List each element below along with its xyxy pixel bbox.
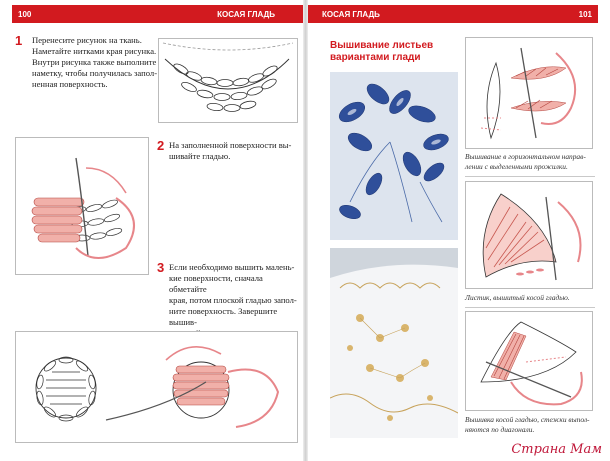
step-1-line: Перенесите рисунок на ткань.	[32, 35, 142, 45]
horizontal-leaf-diagram	[466, 38, 592, 148]
diagonal-leaf-illustration	[465, 311, 593, 411]
step-1-line: Наметайте нитками края рисунка.	[32, 46, 157, 56]
step-3-text	[169, 262, 299, 339]
step-1-line: Внутри рисунка также выполните	[32, 57, 157, 67]
right-page-number: 101	[578, 9, 592, 19]
step-2-text	[169, 140, 299, 162]
caption-3-line: Вышивка косой гладью, стежки выпол-	[465, 415, 590, 424]
step-3-line: Если необходимо вышить малень-	[169, 262, 295, 272]
slanted-leaf-illustration	[465, 181, 593, 289]
small-shapes-illustration	[15, 331, 298, 443]
subtitle-line: Вышивание листьев	[330, 40, 434, 51]
horizontal-leaf-illustration	[465, 37, 593, 149]
napkin-embroidery-photo	[330, 248, 458, 438]
step-3-line: кие поверхности, сначала обметайте	[169, 273, 263, 294]
caption-separator	[465, 176, 595, 177]
napkin-embroidery-image	[330, 248, 458, 438]
right-section-title: КОСАЯ ГЛАДЬ	[322, 9, 380, 19]
step-1-text	[32, 35, 162, 90]
caption-3-line: няются по диагонали.	[465, 425, 535, 434]
blue-embroidery-photo	[330, 72, 458, 240]
step-1-line: наметку, чтобы получилась запол-	[32, 68, 158, 78]
watermark: Страна Мам	[511, 442, 602, 457]
left-section-title: КОСАЯ ГЛАДЬ	[217, 9, 275, 19]
slanted-leaf-diagram	[466, 182, 592, 288]
diagonal-leaf-diagram	[466, 312, 592, 410]
right-subtitle	[330, 40, 460, 64]
blue-embroidery-image	[330, 72, 458, 240]
caption-separator	[465, 307, 595, 308]
step-3-number: 3	[157, 260, 165, 275]
caption-1	[465, 152, 597, 172]
basting-diagram	[159, 39, 297, 122]
caption-2-line: Листик, вышитый косой гладью.	[465, 293, 570, 302]
step-2-line: шивайте гладью.	[169, 151, 231, 161]
subtitle-line: вариантами глади	[330, 52, 421, 63]
step-3-line: края, потом плоской гладью запол-	[169, 295, 297, 305]
satin-stitch-diagram	[16, 138, 148, 274]
step-2-line: На заполненной поверхности вы-	[169, 140, 292, 150]
caption-1-line: Вышивание в горизонтальном направ-	[465, 152, 586, 161]
step-1-number: 1	[15, 33, 23, 48]
left-page-number: 100	[18, 9, 32, 19]
caption-1-line: лении с выделенными прожилки.	[465, 162, 568, 171]
step-1-line: ненная поверхность.	[32, 79, 108, 89]
basting-illustration	[158, 38, 298, 123]
right-page-header	[308, 5, 598, 23]
caption-3	[465, 415, 597, 435]
satin-stitch-illustration	[15, 137, 149, 275]
book-gutter	[303, 0, 308, 461]
step-3-line: ните поверхность. Завершите вышив-	[169, 306, 278, 327]
step-2-number: 2	[157, 138, 165, 153]
small-shapes-diagram	[16, 332, 297, 442]
caption-2	[465, 293, 597, 303]
left-page-header	[12, 5, 303, 23]
